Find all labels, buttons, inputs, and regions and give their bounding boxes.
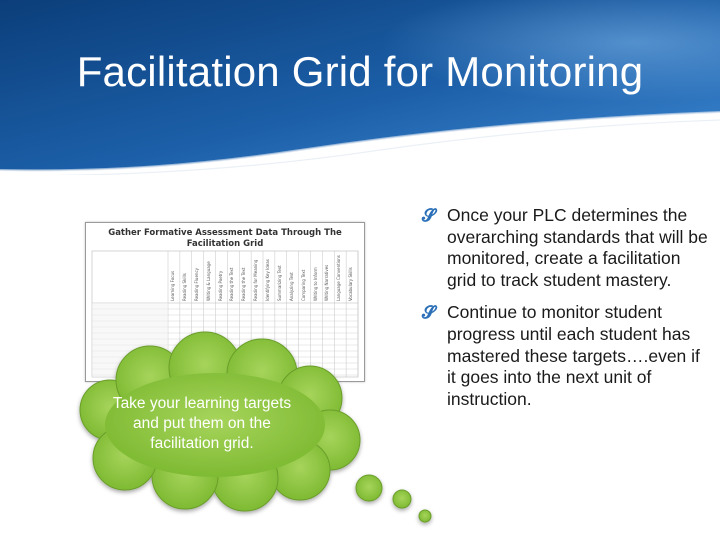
grid-column-label: Reading Skills — [181, 273, 187, 301]
grid-column-label: Reading the Text — [241, 267, 247, 301]
grid-column-label: Reading Poetry — [217, 270, 223, 301]
bullet-item — [420, 302, 710, 410]
bullet-item — [420, 205, 710, 291]
grid-column-label: Learning Focus — [170, 270, 175, 301]
bullet-text: Continue to monitor student progress until each student has mastered these targets….even if it goes into the next unit of instruction. — [447, 302, 700, 409]
bullet-list — [420, 205, 710, 421]
slide-title: Facilitation Grid for Monitoring — [76, 48, 644, 95]
grid-column-label: Writing to Inform — [312, 267, 318, 301]
grid-column-label: Comparing Text — [300, 269, 306, 301]
grid-title-line1: Gather Formative Assessment Data Through The — [108, 228, 342, 238]
cloud-bubble-small — [419, 510, 431, 522]
cloud-bubble-medium — [393, 490, 411, 508]
bullet-s-icon: 𝓢 — [422, 206, 436, 226]
grid-column-label: Summarizing Text — [276, 265, 282, 301]
cloud-bubble-large — [356, 475, 382, 501]
grid-column-label: Vocabulary Skills — [348, 267, 354, 301]
cloud-text: Take your learning targets and put them on the facilitation grid. — [112, 395, 292, 452]
grid-column-label: Reading Fluency — [193, 267, 199, 301]
grid-column-label: Analyzing Text — [288, 272, 294, 301]
grid-column-label: Language Conventions — [336, 255, 342, 301]
grid-column-label: Writing & Language — [205, 261, 211, 301]
grid-column-label: Reading for Meaning — [253, 259, 259, 301]
grid-column-label: Writing Narratives — [324, 264, 330, 301]
bullet-s-icon: 𝓢 — [422, 303, 436, 324]
grid-column-label: Reading the Text — [229, 267, 235, 301]
bullet-text: Once your PLC determines the overarching standards that will be monitored, create a facilitation grid to track student mastery. — [447, 205, 708, 290]
grid-column-label: Identifying Key Ideas — [265, 259, 270, 301]
grid-title-line2: Facilitation Grid — [186, 239, 264, 249]
